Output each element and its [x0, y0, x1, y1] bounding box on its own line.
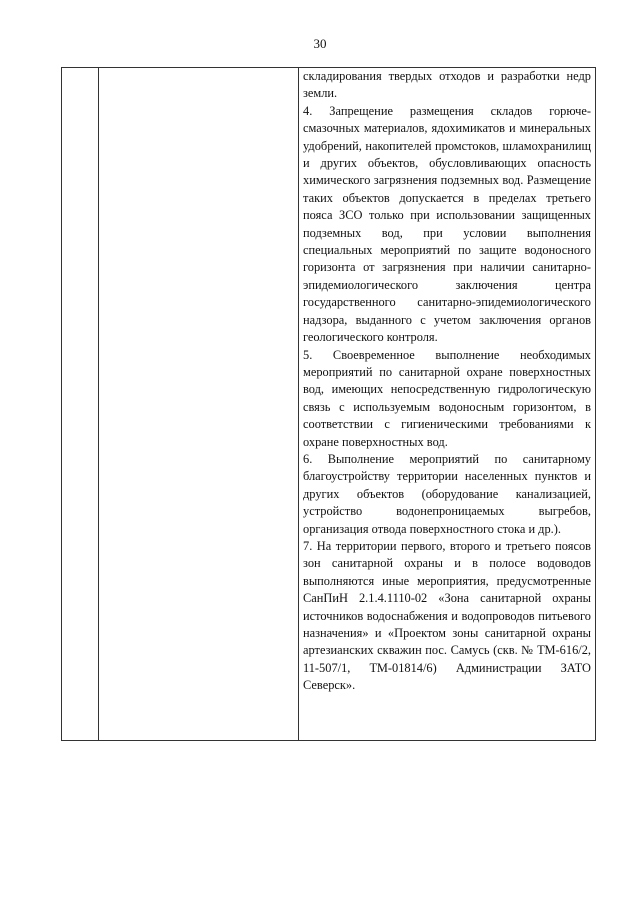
column-divider-1 — [98, 68, 99, 740]
paragraph-item-4: 4. Запрещение размещения складов горюче-смазочных материалов, ядохимикатов и минеральных удобрений, накопителей промстоков, шламохранилищ и других объектов, обусловливающих опасность химического загрязнения подземных вод. Размещение таких объектов допускается в пределах третьего пояса ЗСО только при использовании защищенных подземных вод, при условии выполнения специальных мероприятий по защите водоносного горизонта от загрязнения при наличии санитарно-эпидемиологического заключения центра государственного санитарно-эпидемиологического надзора, выданного с учетом заключения органов геологического контроля. — [303, 103, 591, 345]
page-number: 30 — [313, 36, 327, 51]
table-cell-measures — [303, 68, 591, 695]
paragraph-continuation: складирования твердых отходов и разработки недр земли. — [303, 69, 591, 101]
paragraph-item-7: 7. На территории первого, второго и третьего поясов зон санитарной охраны и в полосе водоводов выполняются иные мероприятия, предусмотренные СанПиН 2.1.4.1110-02 «Зона санитарной охраны источников водоснабжения и водопроводов питьевого назначения» и «Проектом зоны санитарной охраны артезианских скважин пос. Самусь (скв. № ТМ-616/2, 11-507/1, ТМ-01814/6) Администрации ЗАТО Северск». — [303, 538, 591, 693]
paragraph-item-6: 6. Выполнение мероприятий по санитарному благоустройству территории населенных пунктов и других объектов (оборудование канализацией, устройство водонепроницаемых выгребов, организация отвода поверхностного стока и др.). — [303, 451, 591, 536]
document-table — [61, 67, 596, 741]
paragraph-item-5: 5. Своевременное выполнение необходимых мероприятий по санитарной охране поверхностных вод, имеющих непосредственную гидрологическую связь с используемым водоносным горизонтом, в соответствии с гигиеническими требованиями к охране поверхностных вод. — [303, 347, 591, 449]
column-divider-2 — [298, 68, 299, 740]
